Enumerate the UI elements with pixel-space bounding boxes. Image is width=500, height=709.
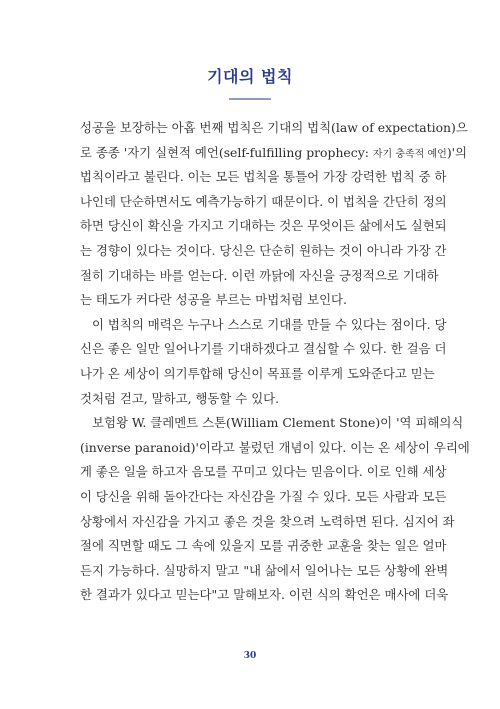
text-segment: 한 결과가 있다고 믿는다"고 말해보자. 이런 식의 확언은 매사에 더욱 xyxy=(80,587,449,603)
page-number: 30 xyxy=(243,651,257,661)
text-line xyxy=(80,239,447,264)
text-segment: 는 태도가 커다란 성공을 부르는 마법처럼 보인다. xyxy=(80,292,347,308)
text-segment: 로 종종 '자기 실현적 예언(self-fulfilling prophecy: xyxy=(80,144,373,160)
text-line xyxy=(80,436,470,461)
text-line xyxy=(80,510,455,535)
text-line xyxy=(80,264,439,289)
text-segment: (inverse paranoid)'이라고 불렀던 개념이 있다. 이는 온 세상이 우리에 xyxy=(80,439,470,455)
text-segment: 법칙이라고 불린다. 이는 모든 법칙을 통틀어 가장 강력한 법칙 중 하 xyxy=(80,169,447,185)
text-segment: 든지 가능하다. 실망하지 말고 "내 삶에서 일어나는 모든 상황에 완벽 xyxy=(80,562,449,578)
text-line xyxy=(80,534,447,559)
text-line xyxy=(80,411,464,436)
text-segment: 것처럼 걷고, 말하고, 행동할 수 있다. xyxy=(80,390,280,406)
paragraph xyxy=(80,411,470,608)
text-line xyxy=(80,485,447,510)
small-annotation-text: 자기 충족적 예언 xyxy=(372,148,447,160)
text-segment: )'의 xyxy=(446,144,468,160)
paragraph xyxy=(80,116,468,313)
text-segment: 상황에서 자신감을 가지고 좋은 것을 찾으려 노력하면 된다. 심지어 좌 xyxy=(80,513,455,529)
text-line xyxy=(80,165,447,190)
text-line xyxy=(80,313,447,338)
text-segment: 는 경향이 있다는 것이다. 당신은 단순히 원하는 것이 아니라 가장 간 xyxy=(80,242,447,258)
text-segment: 이 법칙의 매력은 누구나 스스로 기대를 만들 수 있다는 점이다. 당 xyxy=(92,316,447,332)
text-line xyxy=(80,288,420,313)
text-line xyxy=(80,337,447,362)
text-segment: 나인데 단순하면서도 예측가능하기 때문이다. 이 법칙을 간단히 정의 xyxy=(80,193,447,209)
text-line xyxy=(80,214,447,239)
text-line xyxy=(80,583,449,608)
text-segment: 게 좋은 일을 하고자 음모를 꾸미고 있다는 믿음이다. 이로 인해 세상 xyxy=(80,464,447,480)
title-underline xyxy=(229,98,271,100)
text-line xyxy=(80,559,449,584)
text-segment: 나가 온 세상이 의기투합해 당신이 목표를 이루게 도와준다고 믿는 xyxy=(80,365,435,381)
text-segment: 절히 기대하는 바를 얻는다. 이런 까닭에 자신을 긍정적으로 기대하 xyxy=(80,267,439,283)
text-segment: 신은 좋은 일만 일어나기를 기대하겠다고 결심할 수 있다. 한 걸음 더 xyxy=(80,341,447,357)
paragraph xyxy=(80,313,447,411)
text-line xyxy=(80,460,447,485)
chapter-title: 기대의 법칙 xyxy=(207,67,293,86)
text-segment: 절에 직면할 때도 그 속에 있을지 모를 귀중한 교훈을 찾는 일은 얼마 xyxy=(80,538,447,554)
text-line xyxy=(80,362,435,387)
text-line xyxy=(80,190,447,215)
text-line xyxy=(80,116,468,141)
text-segment: 하면 당신이 확신을 가지고 기대하는 것은 무엇이든 삶에서도 실현되 xyxy=(80,218,447,234)
text-segment: 성공을 보장하는 아홉 번째 법칙은 기대의 법칙(law of expectation)으 xyxy=(80,120,468,135)
text-segment: 보험왕 W. 클레멘트 스톤(William Clement Stone)이 '역 피해의식 xyxy=(92,415,464,431)
body-text xyxy=(80,116,470,608)
text-line xyxy=(80,387,420,412)
text-segment: 이 당신을 위해 돌아간다는 자신감을 가질 수 있다. 모든 사람과 모든 xyxy=(80,488,447,504)
text-line xyxy=(80,141,468,166)
